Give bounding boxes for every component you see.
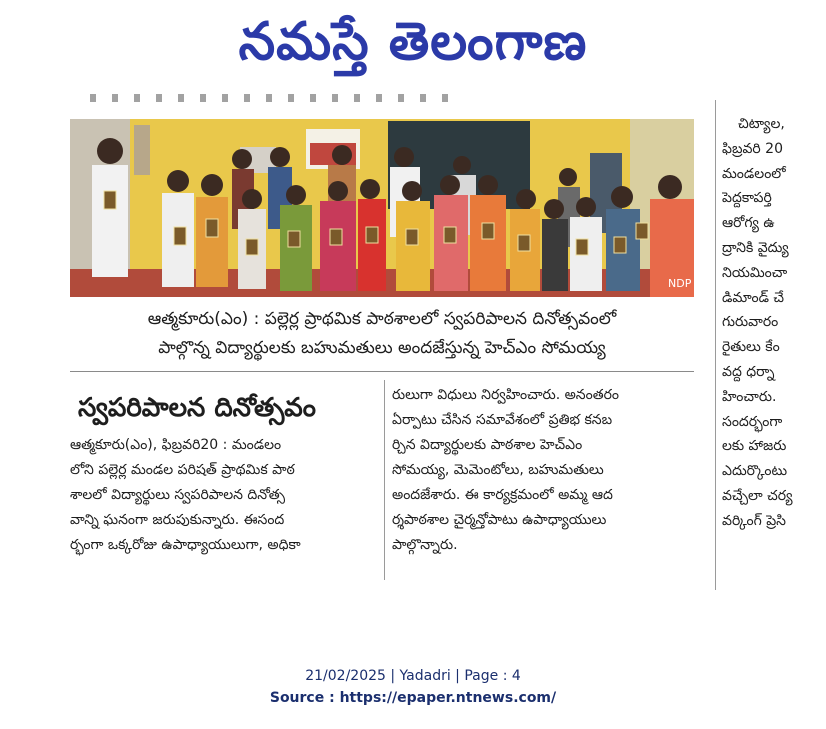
body-line: అందజేశారు. ఈ కార్యక్రమంలో అమ్మ ఆద (392, 487, 613, 503)
news-photo (70, 119, 694, 297)
side-line: వద్ద ధర్నా (722, 363, 775, 380)
body-line: ర్శపాఠశాల చైర్మన్తోపాటు ఉపాధ్యాయులు (392, 512, 607, 528)
body-line: ఆత్మకూరు(ఎం), ఫిబ్రవరి20 : మండలం (70, 437, 282, 453)
side-line: సందర్భంగా (722, 413, 783, 430)
body-line: ఏర్పాటు చేసిన సమావేశంలో ప్రతిభ కనబ (392, 412, 613, 428)
body-line: శాలలో విద్యార్థులు స్వపరిపాలన దినోత్స (70, 487, 286, 503)
side-line: మండలంలో (722, 165, 786, 182)
column-divider (384, 380, 385, 580)
side-line: గురువారం (722, 314, 779, 331)
caption-divider (70, 371, 694, 372)
side-column-divider (715, 100, 716, 590)
body-line: ర్చిన విద్యార్థులకు పాఠశాల హెచ్ఎం (392, 437, 583, 453)
side-line: నియమించా (722, 264, 788, 281)
side-line: పెద్దకాపర్తి (722, 190, 772, 207)
side-line: రైతులు కేం (722, 339, 780, 356)
body-line: సోమయ్య, మెమెంటోలు, బహుమతులు (392, 462, 604, 478)
banner-text: NDP (668, 277, 692, 290)
side-line: డిమాండ్ చే (722, 289, 785, 306)
caption-line: ఆత్మకూరు(ఎం) : పల్లెర్ల ప్రాథమిక పాఠశాలలో స్వపరిపాలన దినోత్సవంలో (147, 309, 617, 329)
photo-caption (70, 305, 694, 363)
side-line: ఎదుర్కొంటు (722, 463, 788, 480)
side-line: వర్కింగ్ ప్రెసి (722, 512, 786, 529)
caption-line: పాల్గొన్న విద్యార్థులకు బహుమతులు అందజేస్తున్న హెచ్ఎం సోమయ్య (158, 338, 606, 358)
side-line: చిట్యాల, (738, 116, 785, 132)
side-line: హించారు. (722, 388, 777, 405)
body-line: రులుగా విధులు నిర్వహించారు. అనంతరం (392, 387, 620, 403)
cropped-text-line (90, 94, 450, 102)
body-line: ర్భంగా ఒక్కరోజు ఉపాధ్యాయులుగా, అధికా (70, 537, 301, 553)
adjacent-article-column (722, 112, 826, 534)
side-line: లకు హాజరు (722, 438, 787, 455)
side-line: వచ్చేలా చర్య (722, 487, 793, 504)
source-link[interactable]: Source : https://epaper.ntnews.com/ (269, 690, 557, 706)
body-line: వాన్ని ఘనంగా జరుపుకున్నారు. ఈసంద (70, 512, 285, 528)
article-column-1 (70, 433, 374, 558)
side-line: ద్రానికి వైద్యు (722, 239, 789, 256)
masthead-title: నమస్తే తెలంగాణ (238, 12, 588, 72)
article-headline: స్వపరిపాలన దినోత్సవం (78, 393, 316, 423)
body-line: పాల్గొన్నారు. (392, 537, 458, 553)
edition-info: 21/02/2025 | Yadadri | Page : 4 (305, 668, 521, 684)
side-line: ఫిబ్రవరి 20 (722, 140, 783, 157)
body-line: లోని పల్లెర్ల మండల పరిషత్ ప్రాథమిక పాఠ (70, 462, 295, 478)
side-line: ఆరోగ్య ఉ (722, 215, 775, 232)
article-column-2 (392, 383, 696, 558)
